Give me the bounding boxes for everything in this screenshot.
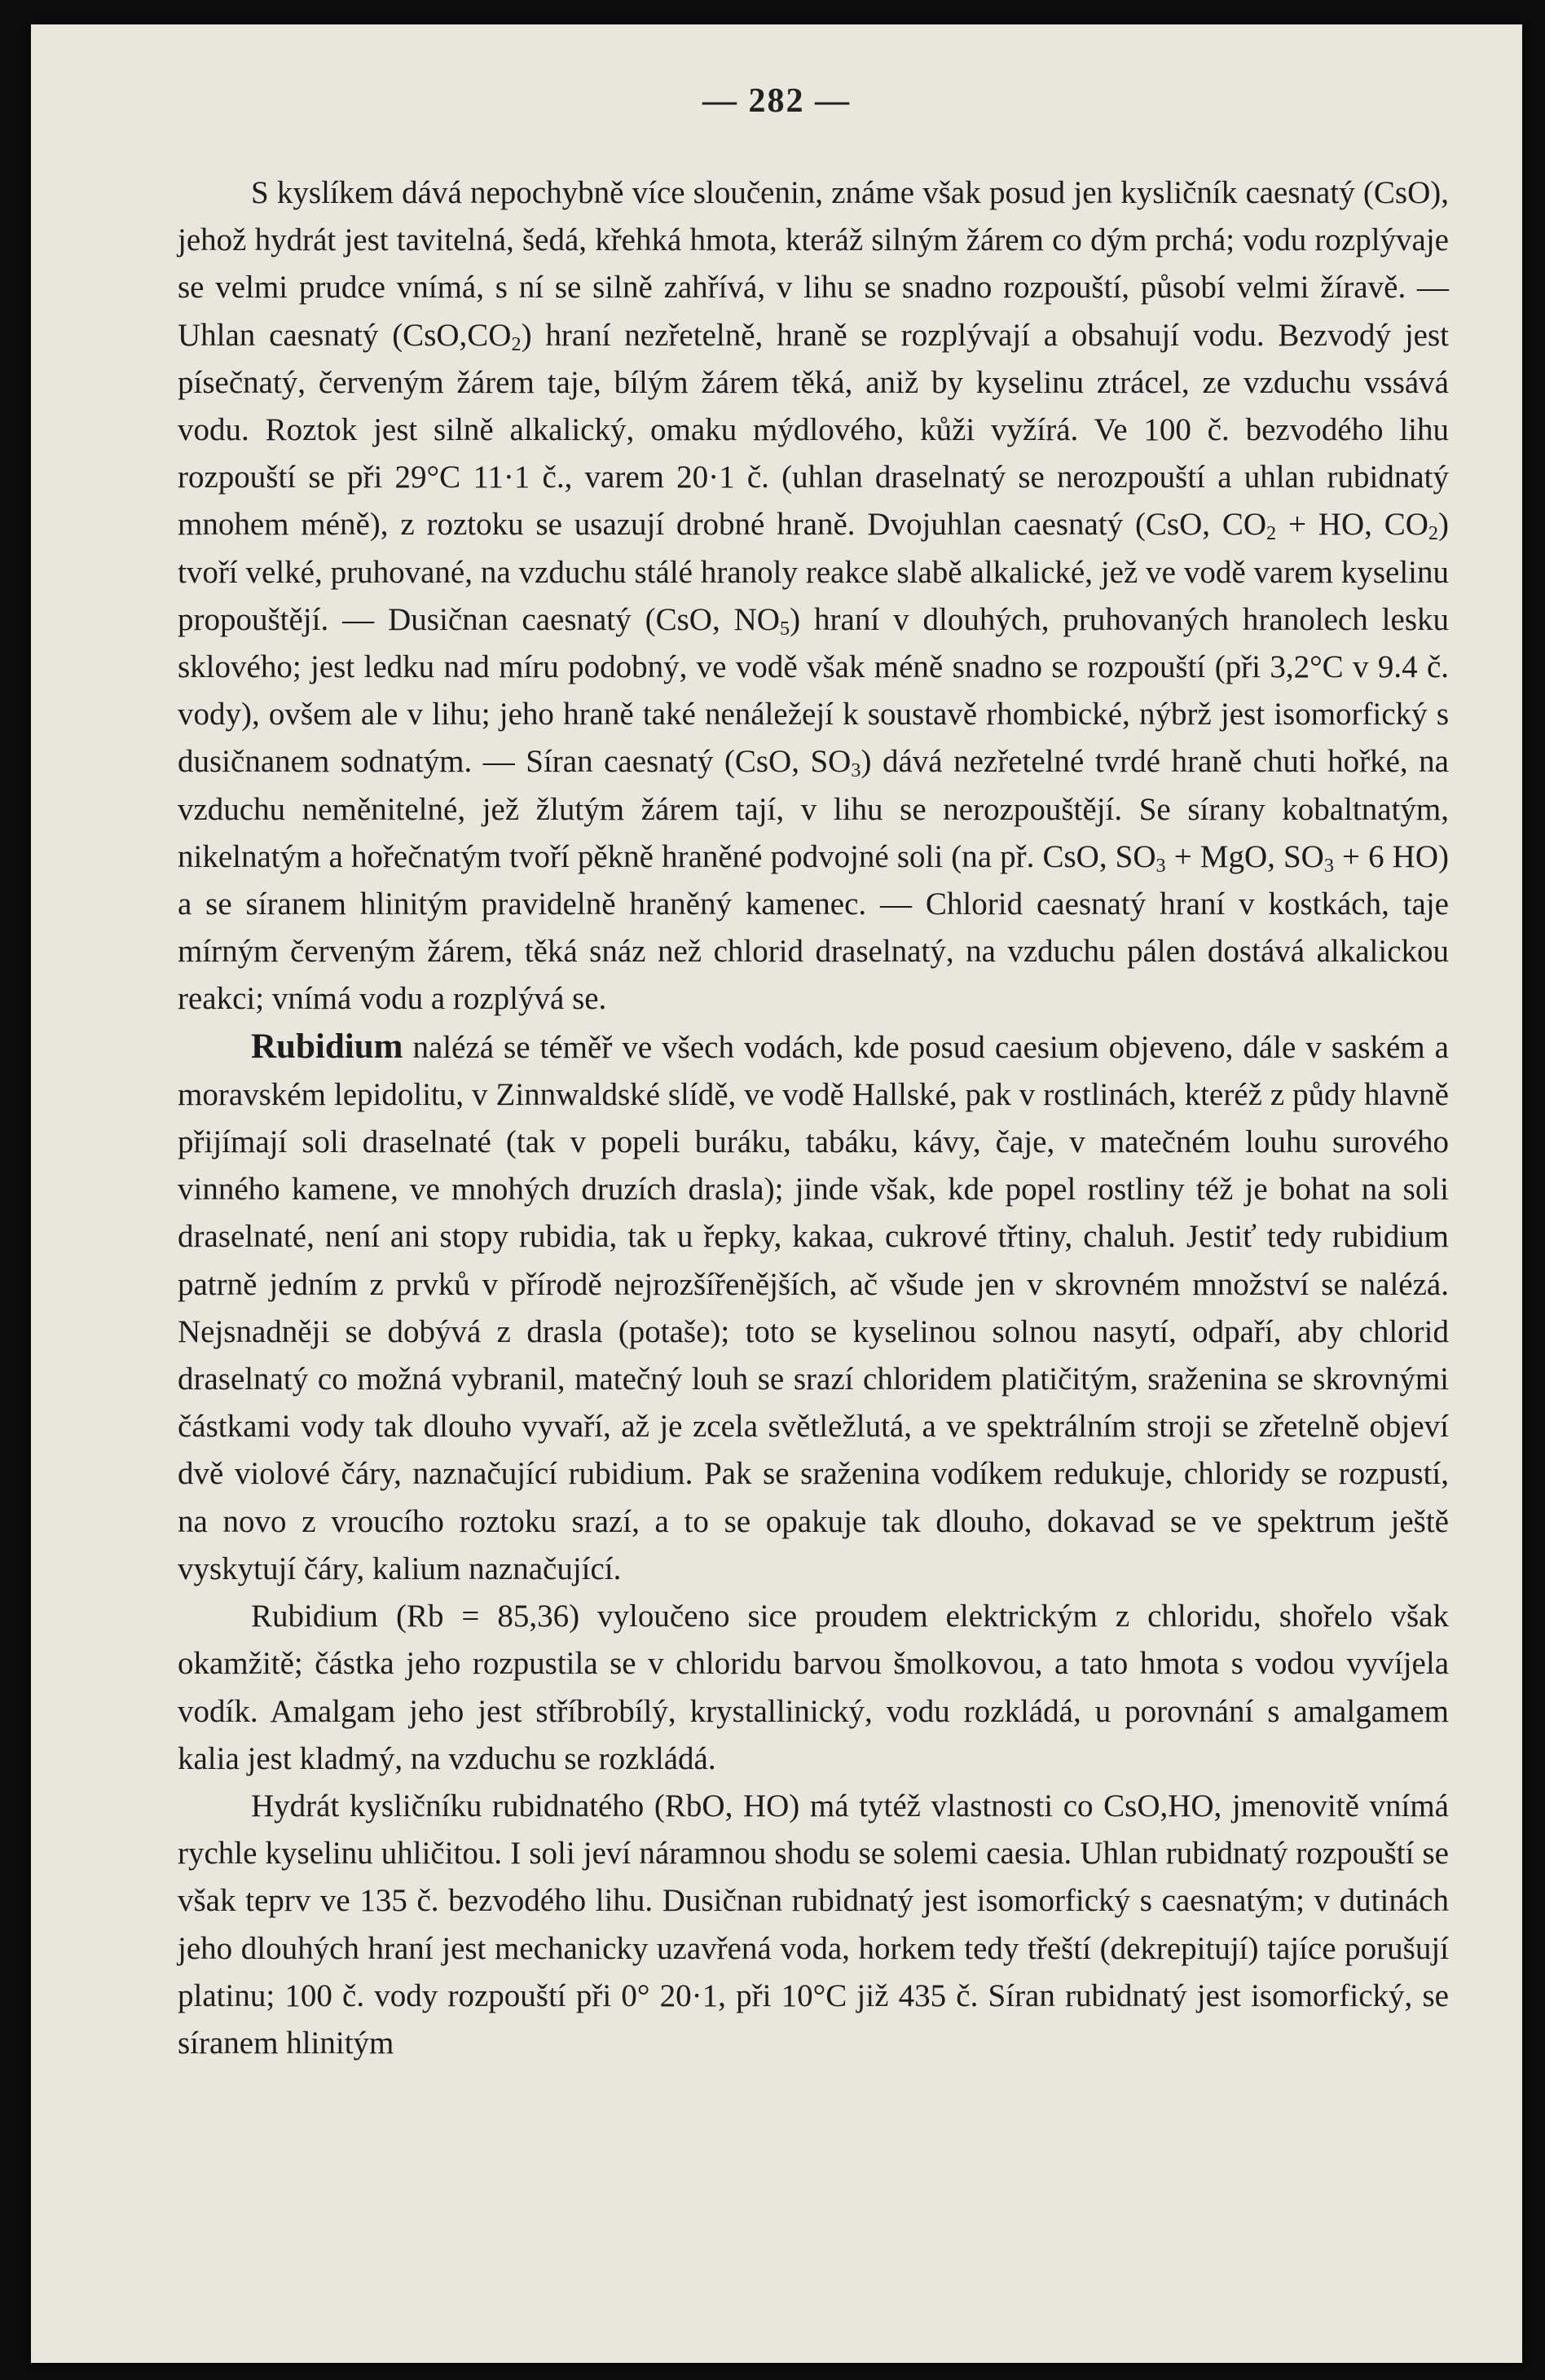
paragraph-caesium-compounds: S kyslíkem dává nepochybně více sloučenin, známe však posud jen kysličník caesnatý (CsO), jehož hydrát jest tavitelná, šedá, křehká hmota, kteráž silným žárem co dým prchá; vodu rozplývaje se velmi prudce vnímá, s ní se silně zahřívá, v lihu se snadno rozpouští, působí velmi žíravě. — Uhlan caesnatý $(CsO,CO_2)$ hraní nezřetelně, hraně se rozplývají a obsahují vodu. Bezvodý jest písečnatý, červeným žárem taje, bílým žárem těká, aniž by kyselinu ztrácel, ze vzduchu vssává vodu. Roztok jest silně alkalický, omaku mýdlového, kůži vyžírá. Ve 100 č. bezvodého lihu rozpouští se při 29°C 11·1 č., varem 20·1 č. (uhlan draselnatý se nerozpouští a uhlan rubidnatý mnohem méně), z roztoku se usazují drobné hraně. Dvojuhlan caesnatý (CsO, $CO_2$ + HO, $CO_2$) tvoří velké, pruhované, na vzduchu stálé hranoly reakce slabě alkalické, jež ve vodě varem kyselinu propouštějí. — Dusičnan caesnatý (CsO, $NO_5$) hraní v dlouhých, pruhovaných hranolech lesku sklového; jest ledku nad míru podobný, ve vodě však méně snadno se rozpouští (při 3,2°C v 9.4 č. vody), ovšem ale v lihu; jeho hraně také nenáležejí k soustavě rhombické, nýbrž jest isomorfický s dusičnanem sodnatým. — Síran caesnatý (CsO, $SO_3$) dává nezřetelné tvrdé hraně chuti hořké, na vzduchu neměnitelné, jež žlutým žárem tají, v lihu se nerozpouštějí. Se sírany kobaltnatým, nikelnatým a hořečnatým tvoří pěkně hraněné podvojné soli (na př. CsO, $SO_3$ + MgO, $SO_3 + 6$ HO) a se síranem hlinitým pravidelně hraněný kamenec. — Chlorid caesnatý hraní v kostkách, taje mírným červeným žárem, těká snáz než chlorid draselnatý, na vzduchu pálen dostává alkalickou reakci; vnímá vodu a rozplývá se. [178,175,1450,1017]
page-number: — 282 — [702,82,851,120]
page-text [178,169,1449,2067]
paragraph-rubidium-occurrence: Rubidium nalézá se téměř ve všech vodách, kde posud caesium objeveno, dále v saském a moravském lepidolitu, v Zinnwaldské slídě, ve vodě Hallské, pak v rostlinách, kteréž z půdy hlavně přijímají soli draselnaté (tak v popeli buráku, tabáku, kávy, čaje, v matečném louhu surového vinného kamene, ve mnohých druzích drasla); jinde však, kde popel rostliny též je bohat na soli draselnaté, není ani stopy rubidia, tak u řepky, kakaa, cukrové třtiny, chaluh. Jestiť tedy rubidium patrně jedním z prvků v přírodě nejrozšířenějších, ač všude jen v skrovném množství se nalézá. Nejsnadněji se dobývá z drasla (potaše); toto se kyselinou solnou nasytí, odpaří, aby chlorid draselnatý co možná vybranil, matečný louh se srazí chloridem platičitým, sraženina se skrovnými částkami vody tak dlouho vyvaří, až je zcela světležlutá, a ve spektrálním stroji se zřetelně objeví dvě violové čáry, naznačující rubidium. Pak se sraženina vodíkem redukuje, chloridy se rozpustí, na novo z vroucího roztoku srazí, a to se opakuje tak dlouho, dokavad se ve spektrum ještě vyskytují čáry, kalium naznačující. [178,1027,1449,1586]
section-keyword-rubidium: Rubidium [251,1027,403,1066]
paragraph-rubidium-hydrate: Hydrát kysličníku rubidnatého (RbO, HO) má tytéž vlastnosti co CsO,HO, jmenovitě vnímá rychle kyselinu uhličitou. I soli jeví náramnou shodu se solemi caesia. Uhlan rubidnatý rozpouští se však teprv ve 135 č. bezvodého lihu. Dusičnan rubidnatý jest isomorfický s caesnatým; v dutinách jeho dlouhých hraní jest mechanicky uzavřená voda, horkem tedy třeští (dekrepitují) tajíce porušují platinu; 100 č. vody rozpouští při 0° 20·1, při 10°C již 435 č. Síran rubidnatý jest isomorfický, se síranem hlinitým [178,1788,1449,2061]
book-page [31,24,1522,2363]
paragraph-rubidium-metal: Rubidium (Rb = 85,36) vyloučeno sice proudem elektrickým z chloridu, shořelo však okamžitě; částka jeho rozpustila se v chloridu barvou šmolkovou, a tato hmota s vodou vyvíjela vodík. Amalgam jeho jest stříbrobílý, krystallinický, vodu rozkládá, u porovnání s amalgamem kalia jest kladmý, na vzduchu se rozkládá. [178,1599,1449,1776]
